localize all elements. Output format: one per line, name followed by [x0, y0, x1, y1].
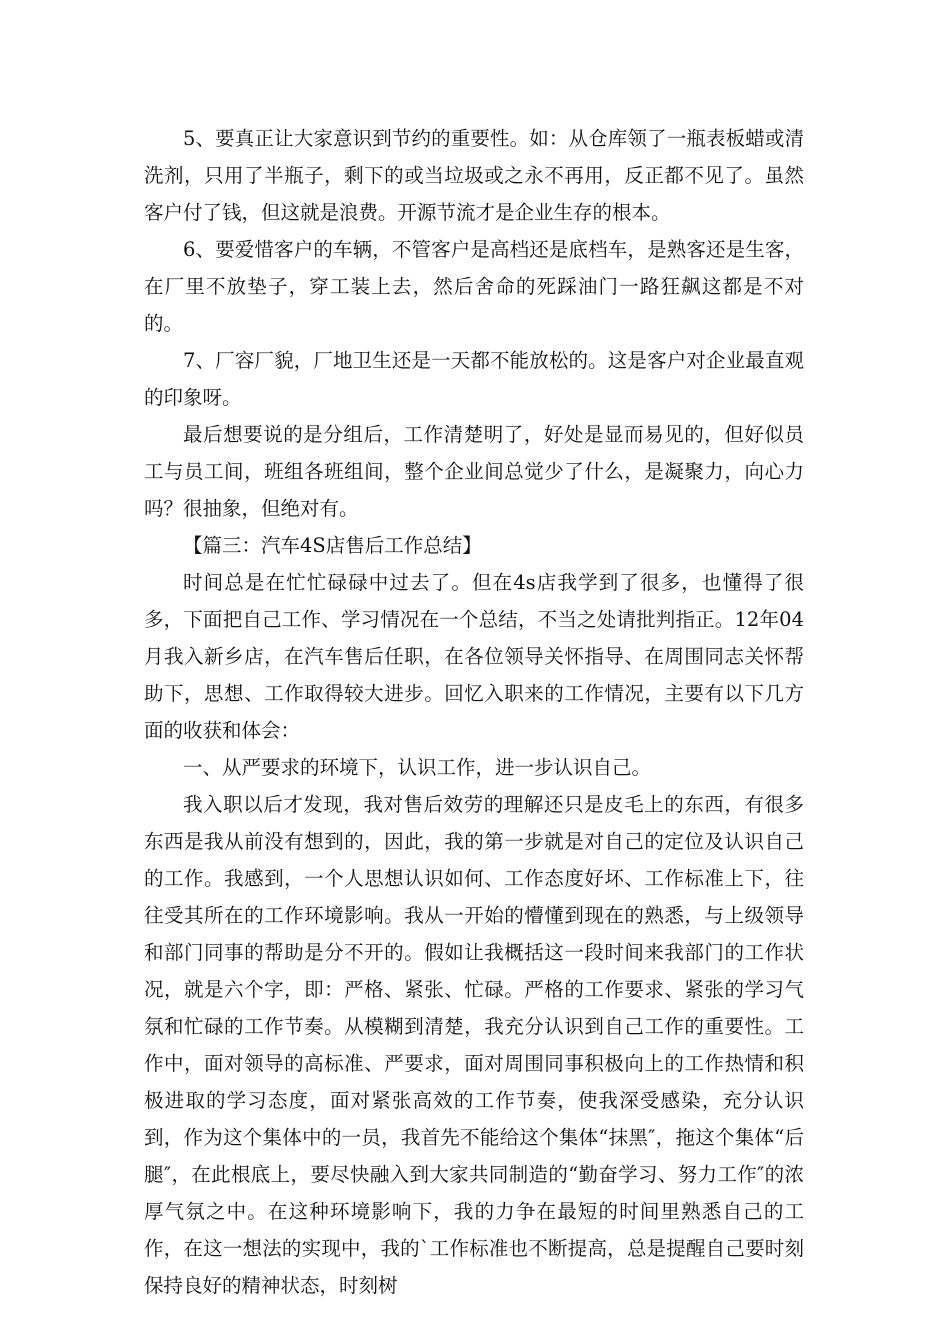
document-page — [144, 120, 804, 1304]
paragraph-item-6: 6、要爱惜客户的车辆，不管客户是高档还是底档车，是熟客还是生客，在厂里不放垫子，穿工装上去，然后舍命的死踩油门一路狂飙这都是不对的。 — [144, 238, 804, 335]
paragraph-conclusion: 最后想要说的是分组后，工作清楚明了，好处是显而易见的，但好似员工与员工间，班组各班组间，整个企业间总觉少了什么，是凝聚力，向心力吗？很抽象，但绝对有。 — [144, 423, 804, 520]
paragraph-item-5: 5、要真正让大家意识到节约的重要性。如：从仓库领了一瓶表板蜡或清洗剂，只用了半瓶子，剩下的或当垃圾或之永不再用，反正都不见了。虽然客户付了钱，但这就是浪费。开源节流才是企业生存的根本。 — [144, 127, 804, 224]
section-heading: 【篇三：汽车4S店售后工作总结】 — [183, 534, 482, 557]
paragraph-intro: 时间总是在忙忙碌碌中过去了。但在4s店我学到了很多，也懂得了很多，下面把自己工作、学习情况在一个总结，不当之处请批判指正。12年04月我入新乡店，在汽车售后任职，在各位领导关怀指导、在周围同志关怀帮助下，思想、工作取得较大进步。回忆入职来的工作情况，主要有以下几方面的收获和体会： — [144, 571, 804, 742]
paragraph-item-7: 7、厂容厂貌，厂地卫生还是一天都不能放松的。这是客户对企业最直观的印象呀。 — [144, 349, 804, 409]
paragraph-point-one: 一、从严要求的环境下，认识工作，进一步认识自己。 — [183, 756, 652, 779]
paragraph-body: 我入职以后才发现，我对售后效劳的理解还只是皮毛上的东西，有很多东西是我从前没有想到的，因此，我的第一步就是对自己的定位及认识自己的工作。我感到，一个人思想认识如何、工作态度好坏、工作标准上下，往往受其所在的工作环境影响。我从一开始的懵懂到现在的熟悉，与上级领导和部门同事的帮助是分不开的。假如让我概括这一段时间来我部门的工作状况，就是六个字，即：严格、紧张、忙碌。严格的工作要求、紧张的学习气氛和忙碌的工作节奏。从模糊到清楚，我充分认识到自己工作的重要性。工作中，面对领导的高标准、严要求，面对周围同事积极向上的工作热情和积极进取的学习态度，面对紧张高效的工作节奏，使我深受感染，充分认识到，作为这个集体中的一员，我首先不能给这个集体“抹黑″，拖这个集体“后腿″，在此根底上，要尽快融入到大家共同制造的“勤奋学习、努力工作″的浓厚气氛之中。在这种环境影响下，我的力争在最短的时间里熟悉自己的工作，在这一想法的实现中，我的`工作标准也不断提高，总是提醒自己要时刻保持良好的精神状态，时刻树 — [144, 793, 804, 1297]
